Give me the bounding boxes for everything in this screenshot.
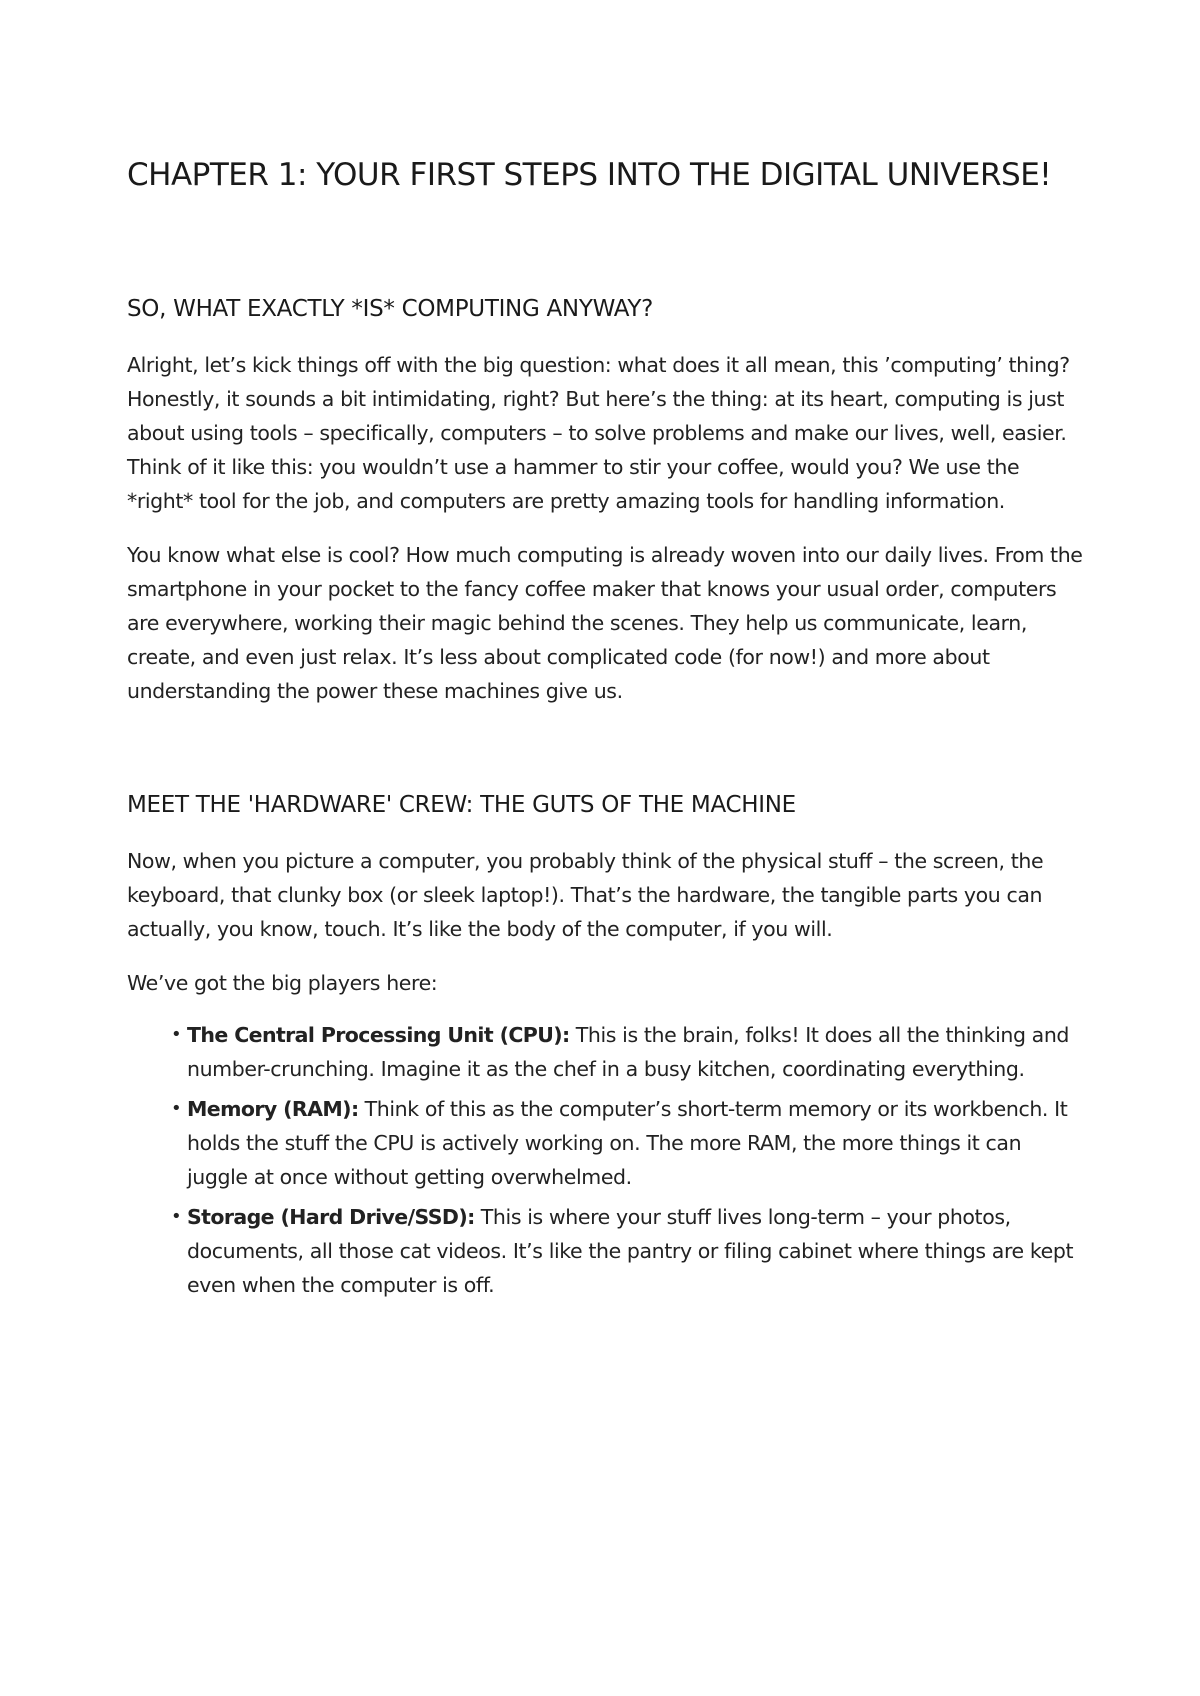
paragraph-big-players: We’ve got the big players here:	[127, 971, 438, 995]
bullet-term-storage: Storage (Hard Drive/SSD):	[187, 1205, 475, 1229]
list-item-storage	[171, 1200, 1087, 1302]
section-heading-hardware: MEET THE 'HARDWARE' CREW: THE GUTS OF THE MACHINE	[127, 792, 796, 818]
bullet-term-cpu: The Central Processing Unit (CPU):	[187, 1023, 570, 1047]
paragraph-computing-daily-life: You know what else is cool? How much computing is already woven into our daily lives. From the smartphone in your pocket to the fancy coffee maker that knows your usual order, computers are everywhere, working their magic behind the scenes. They help us communicate, learn, create, and even just relax. It’s less about complicated code (for now!) and more about understanding the power these machines give us.	[127, 543, 1083, 703]
bullet-icon: •	[171, 1098, 182, 1119]
bullet-term-memory: Memory (RAM):	[187, 1097, 359, 1121]
section-heading-computing: SO, WHAT EXACTLY *IS* COMPUTING ANYWAY?	[127, 296, 654, 322]
bullet-text-cpu: This is the brain, folks! It does all the thinking and number-crunching. Imagine it as the chef in a busy kitchen, coordinating everything.	[187, 1023, 1070, 1081]
bullet-text-memory: Think of this as the computer’s short-term memory or its workbench. It holds the stuff the CPU is actively working on. The more RAM, the more things it can juggle at once without getting overwhelmed.	[187, 1097, 1068, 1189]
document-page	[127, 150, 1087, 1302]
hardware-bullet-list	[127, 1018, 1087, 1302]
paragraph-computing-intro: Alright, let’s kick things off with the big question: what does it all mean, this ’computing’ thing? Honestly, it sounds a bit intimidating, right? But here’s the thing: at its heart, computing is just about using tools – specifically, computers – to solve problems and make our lives, well, easier. Think of it like this: you wouldn’t use a hammer to stir your coffee, would you? We use the *right* tool for the job, and computers are pretty amazing tools for handling information.	[127, 353, 1070, 513]
bullet-text-storage: This is where your stuff lives long-term – your photos, documents, all those cat videos. It’s like the pantry or filing cabinet where things are kept even when the computer is off.	[187, 1205, 1074, 1297]
list-item-memory	[171, 1092, 1087, 1194]
list-item-cpu	[171, 1018, 1087, 1086]
bullet-icon: •	[171, 1024, 182, 1045]
bullet-icon: •	[171, 1206, 182, 1227]
chapter-title: CHAPTER 1: YOUR FIRST STEPS INTO THE DIGITAL UNIVERSE!	[127, 157, 1052, 193]
paragraph-hardware-intro: Now, when you picture a computer, you probably think of the physical stuff – the screen, the keyboard, that clunky box (or sleek laptop!). That’s the hardware, the tangible parts you can actually, you know, touch. It’s like the body of the computer, if you will.	[127, 849, 1044, 941]
